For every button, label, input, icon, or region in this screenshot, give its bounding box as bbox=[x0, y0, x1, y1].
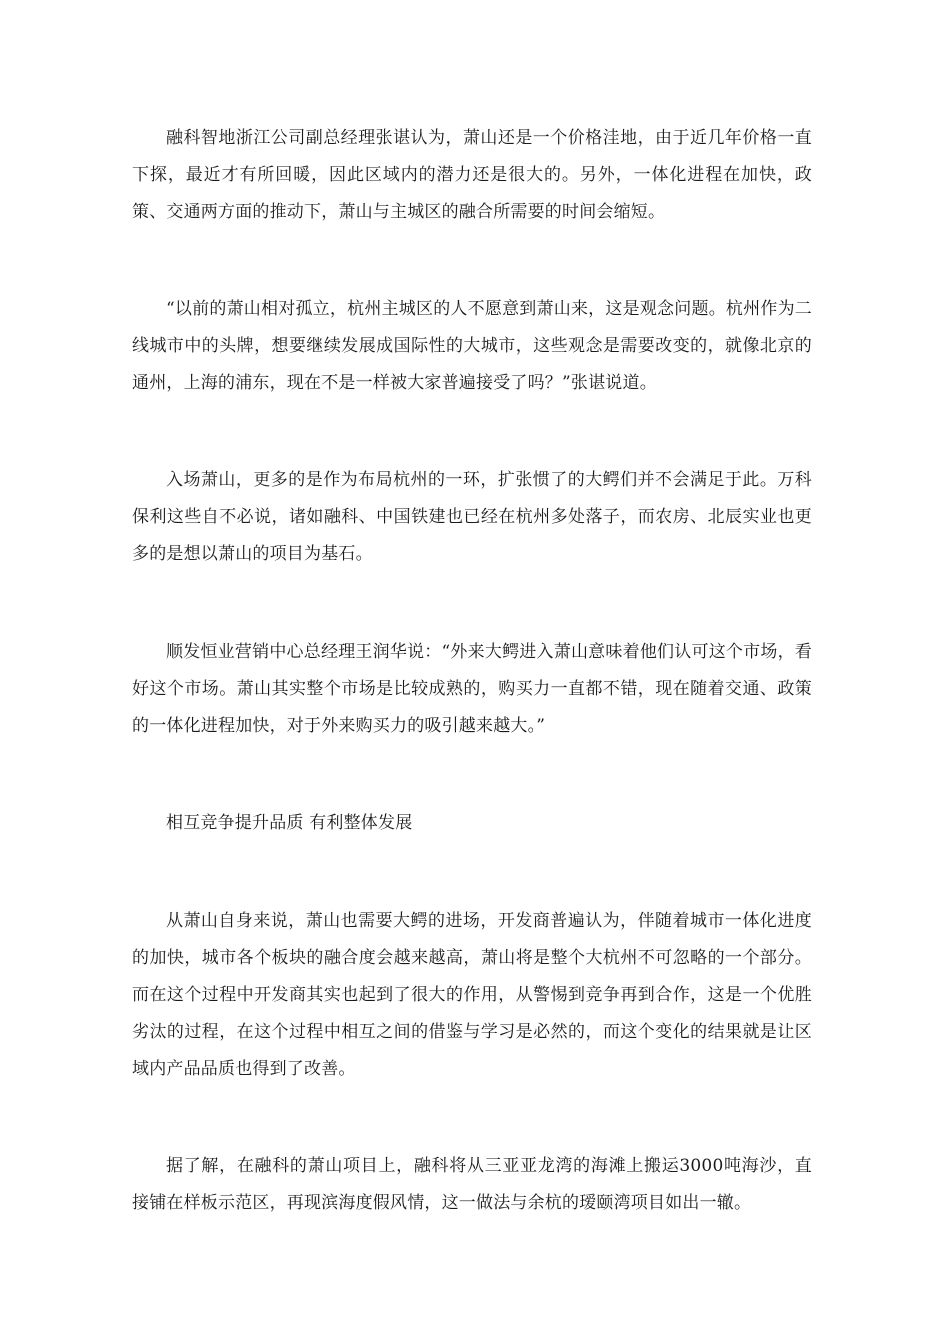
section-heading: 相互竞争提升品质 有利整体发展 bbox=[166, 813, 413, 833]
paragraph-7: 据了解，在融科的萧山项目上，融科将从三亚亚龙湾的海滩上搬运3000吨海沙，直接铺在样板示范区，再现滨海度假风情，这一做法与余杭的瑷颐湾项目如出一辙。 bbox=[132, 1156, 812, 1213]
paragraph-3: 入场萧山，更多的是作为布局杭州的一环，扩张惯了的大鳄们并不会满足于此。万科保利这些自不必说，诸如融科、中国铁建也已经在杭州多处落子，而农房、北辰实业也更多的是想以萧山的项目为基石。 bbox=[132, 470, 812, 564]
paragraph-6: 从萧山自身来说，萧山也需要大鳄的进场，开发商普遍认为，伴随着城市一体化进度的加快，城市各个板块的融合度会越来越高，萧山将是整个大杭州不可忽略的一个部分。而在这个过程中开发商其实也起到了很大的作用，从警惕到竞争再到合作，这是一个优胜劣汰的过程，在这个过程中相互之间的借鉴与学习是必然的，而这个变化的结果就是让区域内产品品质也得到了改善。 bbox=[132, 911, 812, 1079]
paragraph-4: 顺发恒业营销中心总经理王润华说：“外来大鳄进入萧山意味着他们认可这个市场，看好这个市场。萧山其实整个市场是比较成熟的，购买力一直都不错，现在随着交通、政策的一体化进程加快，对于外来购买力的吸引越来越大。” bbox=[132, 642, 812, 736]
paragraph-2: “以前的萧山相对孤立，杭州主城区的人不愿意到萧山来，这是观念问题。杭州作为二线城市中的头牌，想要继续发展成国际性的大城市，这些观念是需要改变的，就像北京的通州，上海的浦东，现在不是一样被大家普遍接受了吗？”张谌说道。 bbox=[132, 299, 812, 393]
paragraph-1: 融科智地浙江公司副总经理张谌认为，萧山还是一个价格洼地，由于近几年价格一直下探，最近才有所回暖，因此区域内的潜力还是很大的。另外，一体化进程在加快，政策、交通两方面的推动下，萧山与主城区的融合所需要的时间会缩短。 bbox=[132, 128, 812, 222]
